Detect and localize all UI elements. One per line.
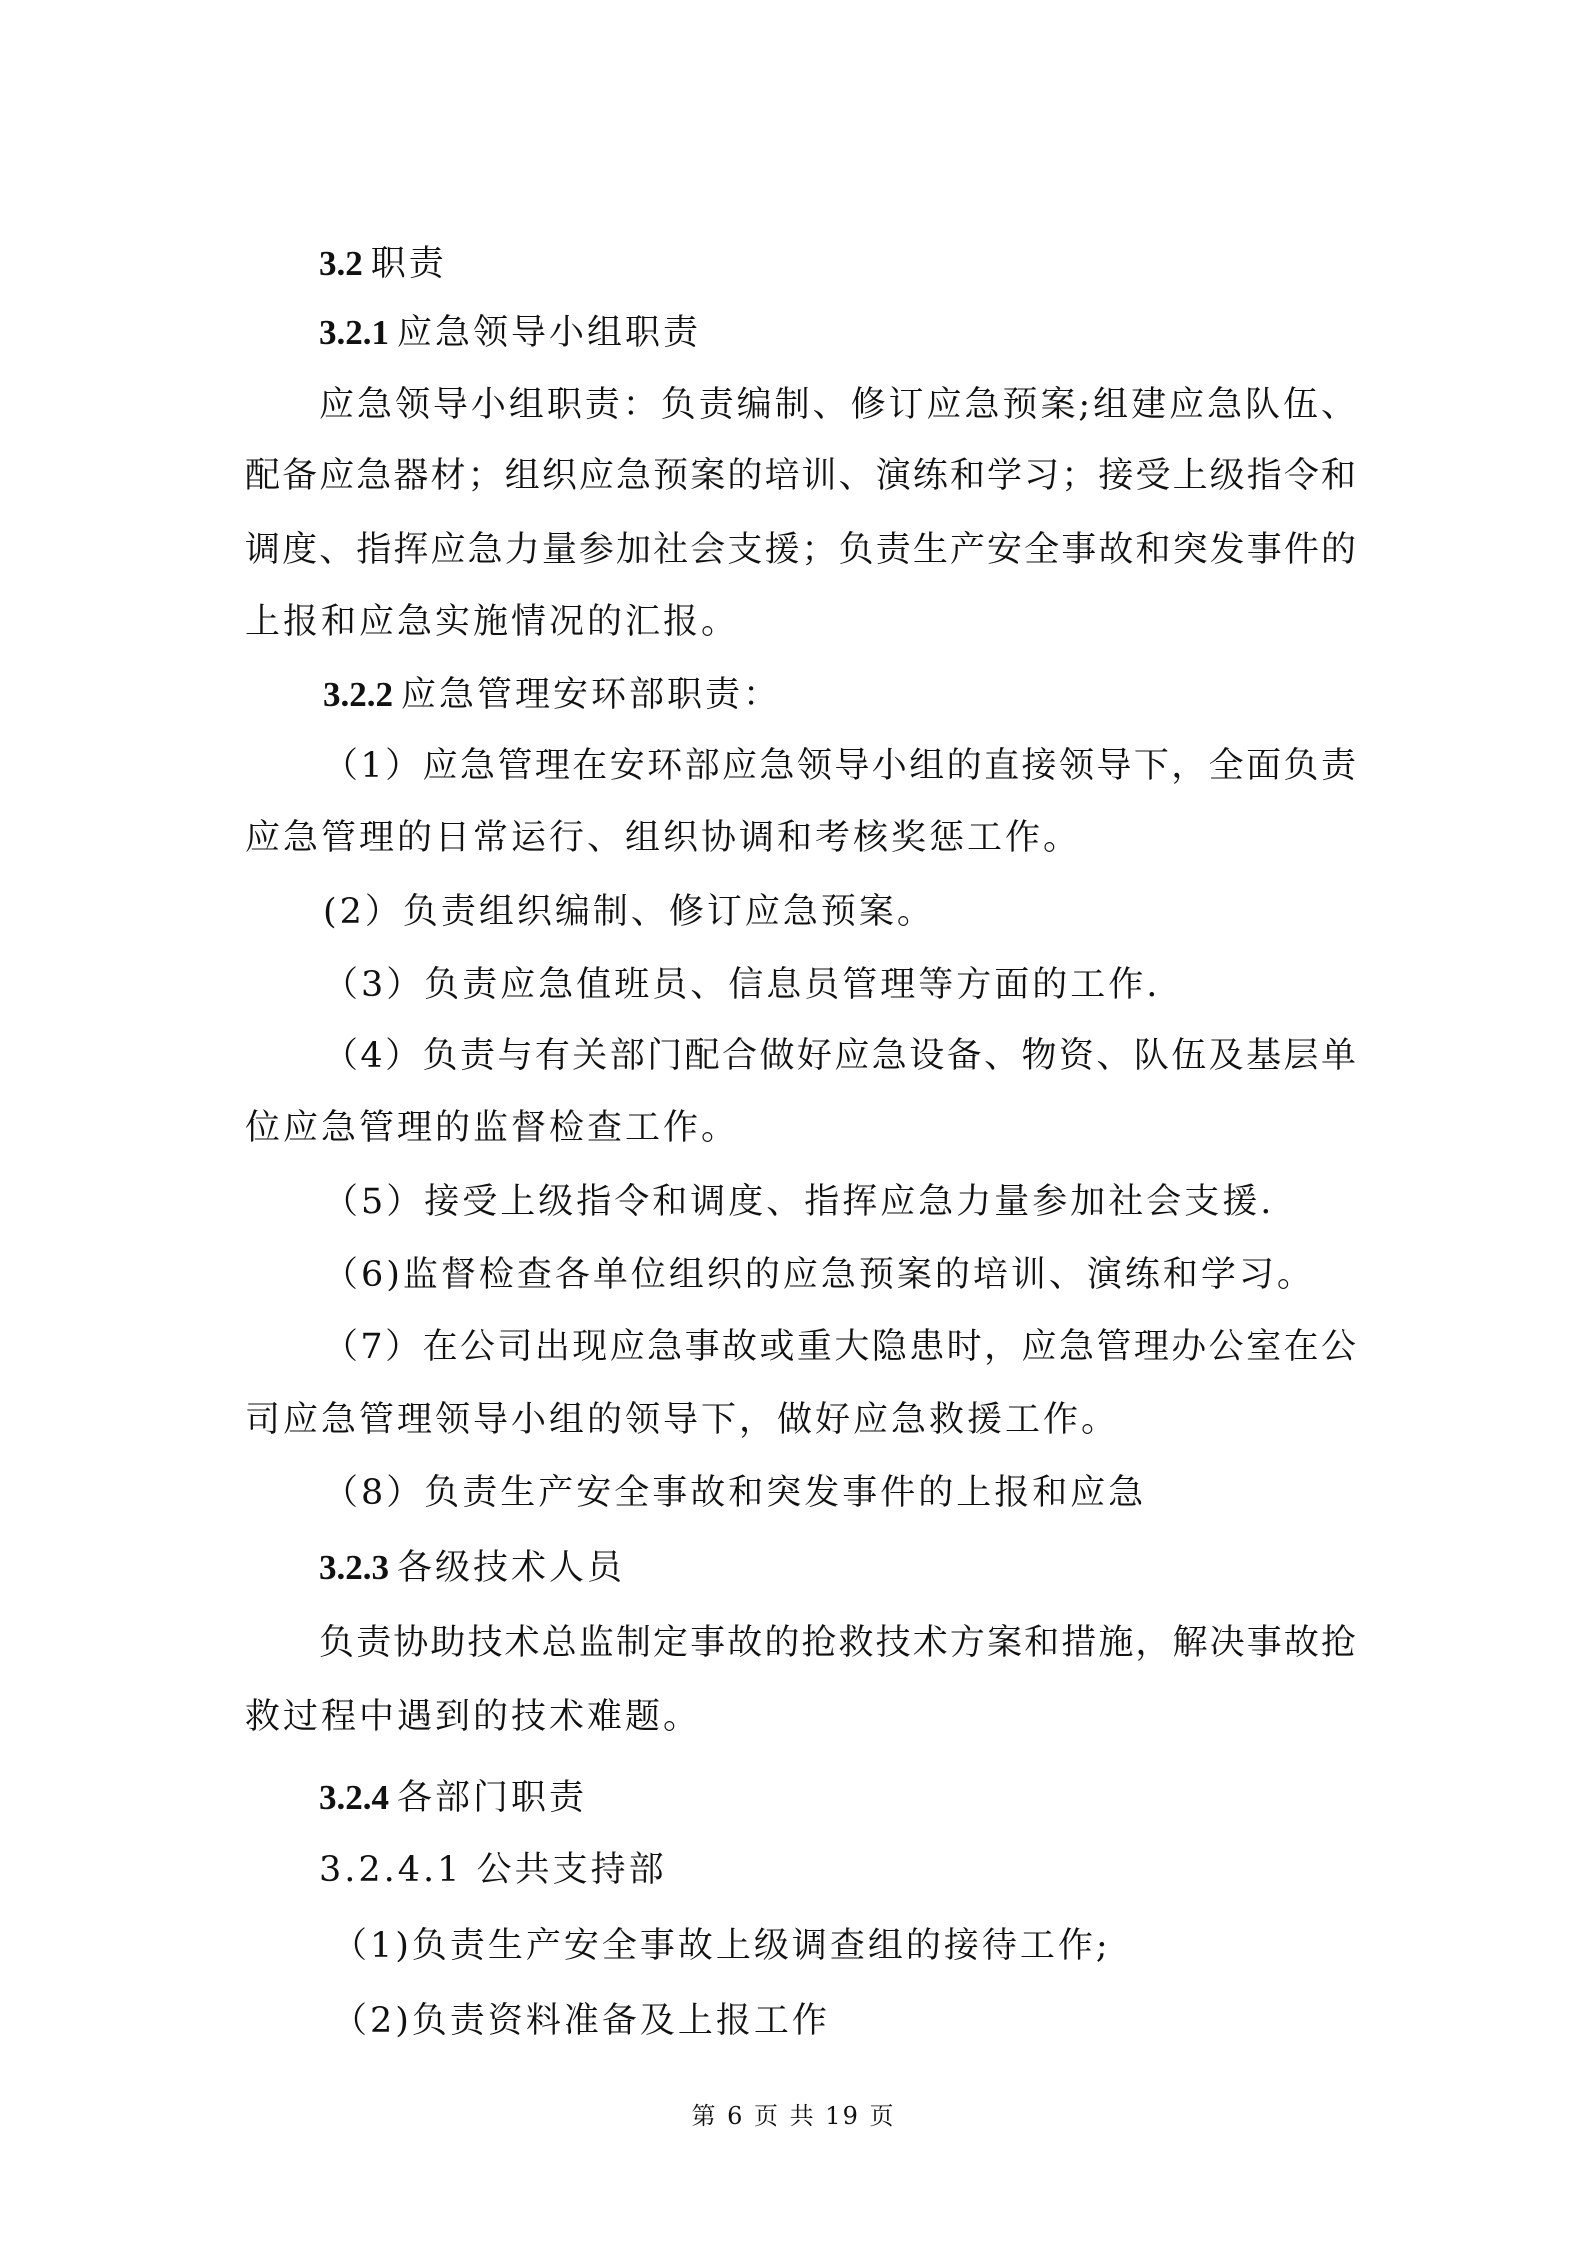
section-number: 3.2 xyxy=(319,244,363,283)
list-item-line: （2)负责资料准备及上报工作 xyxy=(332,2001,830,2041)
list-item-line: （5）接受上级指令和调度、指挥应急力量参加社会支援. xyxy=(323,1182,1275,1222)
text-line: 位应急管理的监督检查工作。 xyxy=(245,1108,740,1148)
text-line: 应急管理的日常运行、组织协调和考核奖惩工作。 xyxy=(245,818,1082,858)
list-item-line: （8）负责生产安全事故和突发事件的上报和应急 xyxy=(323,1473,1147,1513)
list-item-line: （7）在公司出现应急事故或重大隐患时，应急管理办公室在公 xyxy=(323,1327,1356,1367)
subsection-heading: 3.2.4.1 公共支持部 xyxy=(319,1850,667,1890)
list-item-line: （3）负责应急值班员、信息员管理等方面的工作. xyxy=(323,965,1161,1005)
section-title: 应急领导小组职责 xyxy=(397,313,702,353)
text-line: 救过程中遇到的技术难题。 xyxy=(245,1697,702,1737)
page-number-footer: 第 6 页 共 19 页 xyxy=(691,2102,896,2130)
section-heading-3-2-1 xyxy=(319,308,701,358)
list-item-line: (2）负责组织编制、修订应急预案。 xyxy=(323,892,935,932)
text-line: 上报和应急实施情况的汇报。 xyxy=(245,602,740,642)
list-item-line: （1）应急管理在安环部应急领导小组的直接领导下，全面负责 xyxy=(323,746,1356,786)
section-title: 各部门职责 xyxy=(397,1778,588,1818)
section-title: 职责 xyxy=(370,244,447,284)
section-heading-3-2-4 xyxy=(319,1773,587,1823)
text-line: 应急领导小组职责：负责编制、修订应急预案;组建应急队伍、 xyxy=(319,385,1356,425)
list-item-line: （6)监督检查各单位组织的应急预案的培训、演练和学习。 xyxy=(323,1255,1315,1295)
section-heading-3-2-3 xyxy=(319,1543,625,1593)
section-title: 应急管理安环部职责： xyxy=(401,675,782,715)
section-number: 3.2.2 xyxy=(323,675,393,714)
text-line: 配备应急器材；组织应急预案的培训、演练和学习；接受上级指令和 xyxy=(245,456,1356,496)
text-line: 调度、指挥应急力量参加社会支援；负责生产安全事故和突发事件的 xyxy=(245,530,1356,570)
section-number: 3.2.3 xyxy=(319,1548,389,1587)
text-line: 司应急管理领导小组的领导下，做好应急救援工作。 xyxy=(245,1400,1120,1440)
section-number: 3.2.1 xyxy=(319,313,389,352)
section-number: 3.2.4 xyxy=(319,1778,389,1817)
section-heading-3-2-2 xyxy=(323,670,781,720)
section-title: 各级技术人员 xyxy=(397,1548,626,1588)
text-line: 负责协助技术总监制定事故的抢救技术方案和措施，解决事故抢 xyxy=(319,1623,1356,1663)
list-item-line: （4）负责与有关部门配合做好应急设备、物资、队伍及基层单 xyxy=(323,1036,1356,1076)
section-heading-3-2 xyxy=(319,239,447,289)
list-item-line: （1)负责生产安全事故上级调查组的接待工作; xyxy=(332,1926,1111,1966)
